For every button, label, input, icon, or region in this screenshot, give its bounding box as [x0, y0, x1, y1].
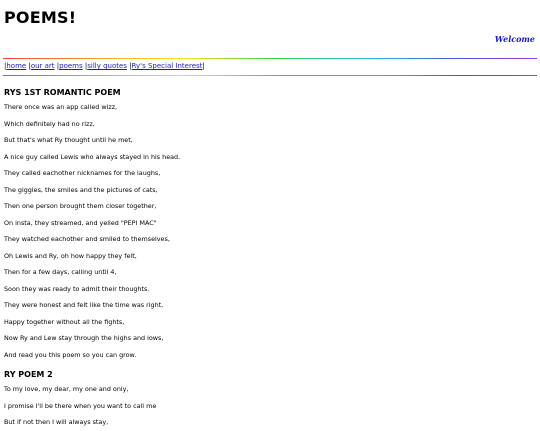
poem-line: But that's what Ry thought until he met, [4, 136, 133, 144]
poem-line: But if not then I will always stay, [4, 418, 109, 426]
nav-link-silly-quotes[interactable]: silly quotes [87, 62, 127, 70]
poem-title: RYS 1ST ROMANTIC POEM [4, 88, 121, 97]
poem-line: Soon they was ready to admit their thoughts. [4, 284, 150, 293]
poem-line: And read you this poem so you can grow. [4, 350, 137, 359]
poem-line: Then one person brought them closer together, [4, 202, 157, 210]
poem-line: Now Ry and Lew stay through the highs and lows, [4, 334, 164, 342]
poem-line: Oh Lewis and Ry, oh how happy they felt, [4, 251, 137, 260]
poem-title: RY POEM 2 [4, 370, 53, 379]
nav-link-home[interactable]: home [6, 62, 27, 70]
rainbow-divider-bottom [3, 75, 537, 76]
poem-line: Then for a few days, calling until 4, [4, 268, 117, 276]
poems-content [4, 86, 534, 431]
rainbow-divider-top [3, 58, 537, 59]
poem-line: A nice guy called Lewis who always stayed in his head. [4, 152, 181, 161]
nav-link-our-art[interactable]: our art [30, 62, 55, 70]
nav-bar: |home |our art |poems |silly quotes |Ry's Special Interest| [4, 62, 205, 70]
poem-line: There once was an app called wizz, [4, 103, 118, 111]
page-title: POEMS! [4, 8, 77, 27]
poem-line: To my love, my dear, my one and only, [4, 385, 129, 393]
poem-line: They watched eachother and smiled to themselves, [4, 235, 170, 243]
poem-line: I promise I'll be there when you want to call me [4, 401, 157, 410]
poem-line: Happy together without all the fights, [4, 317, 125, 326]
poem-line: On insta, they streamed, and yelled "PEPI MAC" [4, 218, 157, 227]
poem-line: Which definitely had no rizz, [4, 119, 95, 128]
nav-link-special-interest[interactable]: Ry's Special Interest [131, 62, 203, 70]
nav-link-poems[interactable]: poems [59, 62, 83, 70]
welcome-text: Welcome [494, 34, 535, 44]
poem-line: The giggles, the smiles and the pictures of cats, [4, 185, 158, 194]
poem-line: They were honest and felt like the time was right, [4, 301, 164, 309]
poem-line: They called eachother nicknames for the laughs, [4, 169, 161, 177]
